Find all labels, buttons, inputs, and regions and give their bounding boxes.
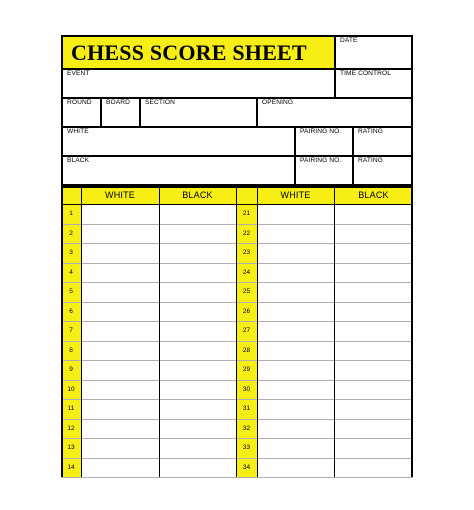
board-field[interactable] xyxy=(100,97,141,128)
right-move-number: 27 xyxy=(236,321,257,341)
left-black-move-cell[interactable] xyxy=(159,282,236,302)
black-pairing-label: PAIRING NO. xyxy=(300,157,342,164)
right-move-number: 22 xyxy=(236,224,257,244)
event-field[interactable] xyxy=(61,68,336,99)
black-pairing-field[interactable] xyxy=(294,155,354,186)
date-label: DATE xyxy=(340,37,358,44)
white-rating-label: RATING xyxy=(358,128,384,135)
right-white-move-cell[interactable] xyxy=(257,282,334,302)
right-black-move-cell[interactable] xyxy=(334,458,413,478)
row-divider xyxy=(61,341,413,342)
row-divider xyxy=(61,224,413,225)
column-divider xyxy=(334,186,335,477)
left-white-move-cell[interactable] xyxy=(81,204,159,224)
right-move-number: 33 xyxy=(236,438,257,458)
right-black-move-cell[interactable] xyxy=(334,302,413,322)
right-black-move-cell[interactable] xyxy=(334,399,413,419)
right-white-move-cell[interactable] xyxy=(257,341,334,361)
left-move-number: 12 xyxy=(61,419,81,439)
black-rating-field[interactable] xyxy=(352,155,413,186)
opening-label: OPENING xyxy=(262,99,294,106)
right-black-move-cell[interactable] xyxy=(334,321,413,341)
right-white-move-cell[interactable] xyxy=(257,224,334,244)
right-black-move-cell[interactable] xyxy=(334,224,413,244)
left-move-number: 13 xyxy=(61,438,81,458)
right-white-move-cell[interactable] xyxy=(257,380,334,400)
right-white-move-cell[interactable] xyxy=(257,399,334,419)
left-number-column-header xyxy=(61,186,81,204)
right-white-move-cell[interactable] xyxy=(257,302,334,322)
right-white-move-cell[interactable] xyxy=(257,243,334,263)
left-white-column-header: WHITE xyxy=(81,186,159,204)
row-divider xyxy=(61,419,413,420)
score-sheet xyxy=(61,35,413,508)
left-white-move-cell[interactable] xyxy=(81,419,159,439)
left-black-move-cell[interactable] xyxy=(159,360,236,380)
title-box xyxy=(61,35,336,70)
left-white-move-cell[interactable] xyxy=(81,302,159,322)
right-black-move-cell[interactable] xyxy=(334,419,413,439)
black-player-field[interactable] xyxy=(61,155,296,186)
right-move-number: 26 xyxy=(236,302,257,322)
right-move-number: 23 xyxy=(236,243,257,263)
right-white-move-cell[interactable] xyxy=(257,263,334,283)
left-move-number: 10 xyxy=(61,380,81,400)
column-divider xyxy=(81,186,82,477)
white-player-field[interactable] xyxy=(61,126,296,157)
right-black-move-cell[interactable] xyxy=(334,263,413,283)
time-control-label: TIME CONTROL xyxy=(340,70,392,77)
left-white-move-cell[interactable] xyxy=(81,360,159,380)
right-number-column-header xyxy=(236,186,257,204)
black-player-label: BLACK xyxy=(67,157,90,164)
left-white-move-cell[interactable] xyxy=(81,321,159,341)
white-pairing-field[interactable] xyxy=(294,126,354,157)
left-white-move-cell[interactable] xyxy=(81,458,159,478)
left-white-move-cell[interactable] xyxy=(81,282,159,302)
left-white-move-cell[interactable] xyxy=(81,399,159,419)
right-move-number: 30 xyxy=(236,380,257,400)
left-black-move-cell[interactable] xyxy=(159,380,236,400)
board-label: BOARD xyxy=(106,99,130,106)
move-grid xyxy=(61,186,413,491)
right-move-number: 34 xyxy=(236,458,257,478)
grid-top-border xyxy=(61,186,413,188)
right-move-number: 32 xyxy=(236,419,257,439)
right-move-number: 25 xyxy=(236,282,257,302)
left-move-number: 3 xyxy=(61,243,81,263)
time-control-field[interactable] xyxy=(334,68,413,99)
right-move-number: 31 xyxy=(236,399,257,419)
left-black-move-cell[interactable] xyxy=(159,458,236,478)
black-rating-label: RATING xyxy=(358,157,384,164)
round-label: ROUND xyxy=(67,99,92,106)
right-black-move-cell[interactable] xyxy=(334,204,413,224)
row-divider xyxy=(61,321,413,322)
white-pairing-label: PAIRING NO. xyxy=(300,128,342,135)
row-divider xyxy=(61,204,413,205)
left-white-move-cell[interactable] xyxy=(81,263,159,283)
left-black-move-cell[interactable] xyxy=(159,302,236,322)
row-divider xyxy=(61,399,413,400)
row-divider xyxy=(61,243,413,244)
right-move-number: 28 xyxy=(236,341,257,361)
opening-field[interactable] xyxy=(256,97,413,128)
left-black-move-cell[interactable] xyxy=(159,224,236,244)
right-move-number: 21 xyxy=(236,204,257,224)
left-move-number: 1 xyxy=(61,204,81,224)
left-move-number: 9 xyxy=(61,360,81,380)
sheet-title: CHESS SCORE SHEET xyxy=(71,39,307,65)
left-white-move-cell[interactable] xyxy=(81,341,159,361)
left-black-move-cell[interactable] xyxy=(159,243,236,263)
right-white-move-cell[interactable] xyxy=(257,438,334,458)
right-black-move-cell[interactable] xyxy=(334,282,413,302)
right-white-move-cell[interactable] xyxy=(257,321,334,341)
section-label: SECTION xyxy=(145,99,176,106)
column-divider xyxy=(61,186,63,477)
left-move-number: 7 xyxy=(61,321,81,341)
left-move-number: 11 xyxy=(61,399,81,419)
left-black-move-cell[interactable] xyxy=(159,419,236,439)
row-divider xyxy=(61,458,413,459)
right-black-move-cell[interactable] xyxy=(334,341,413,361)
left-move-number: 6 xyxy=(61,302,81,322)
right-white-move-cell[interactable] xyxy=(257,360,334,380)
column-divider xyxy=(257,186,258,477)
right-black-move-cell[interactable] xyxy=(334,243,413,263)
left-move-number: 8 xyxy=(61,341,81,361)
row-divider xyxy=(61,282,413,283)
right-black-column-header: BLACK xyxy=(334,186,413,204)
left-white-move-cell[interactable] xyxy=(81,380,159,400)
left-move-number: 14 xyxy=(61,458,81,478)
left-move-number: 4 xyxy=(61,263,81,283)
round-field[interactable] xyxy=(61,97,102,128)
left-move-number: 2 xyxy=(61,224,81,244)
right-black-move-cell[interactable] xyxy=(334,380,413,400)
row-divider xyxy=(61,360,413,361)
left-black-move-cell[interactable] xyxy=(159,204,236,224)
date-field[interactable] xyxy=(334,35,413,70)
column-divider xyxy=(236,186,237,477)
left-move-number: 5 xyxy=(61,282,81,302)
row-divider xyxy=(61,263,413,264)
event-label: EVENT xyxy=(67,70,90,77)
right-white-move-cell[interactable] xyxy=(257,204,334,224)
left-black-move-cell[interactable] xyxy=(159,341,236,361)
right-white-move-cell[interactable] xyxy=(257,419,334,439)
right-black-move-cell[interactable] xyxy=(334,360,413,380)
left-white-move-cell[interactable] xyxy=(81,438,159,458)
left-white-move-cell[interactable] xyxy=(81,224,159,244)
right-move-number: 29 xyxy=(236,360,257,380)
row-divider xyxy=(61,438,413,439)
left-black-move-cell[interactable] xyxy=(159,399,236,419)
left-black-move-cell[interactable] xyxy=(159,263,236,283)
left-black-move-cell[interactable] xyxy=(159,438,236,458)
white-rating-field[interactable] xyxy=(352,126,413,157)
row-divider xyxy=(61,302,413,303)
row-divider xyxy=(61,380,413,381)
right-white-move-cell[interactable] xyxy=(257,458,334,478)
section-field[interactable] xyxy=(139,97,258,128)
column-divider xyxy=(159,186,160,477)
right-move-number: 24 xyxy=(236,263,257,283)
column-divider xyxy=(411,186,413,477)
left-black-column-header: BLACK xyxy=(159,186,236,204)
row-divider xyxy=(61,477,413,478)
right-white-column-header: WHITE xyxy=(257,186,334,204)
left-black-move-cell[interactable] xyxy=(159,321,236,341)
white-player-label: WHITE xyxy=(67,128,89,135)
left-white-move-cell[interactable] xyxy=(81,243,159,263)
right-black-move-cell[interactable] xyxy=(334,438,413,458)
